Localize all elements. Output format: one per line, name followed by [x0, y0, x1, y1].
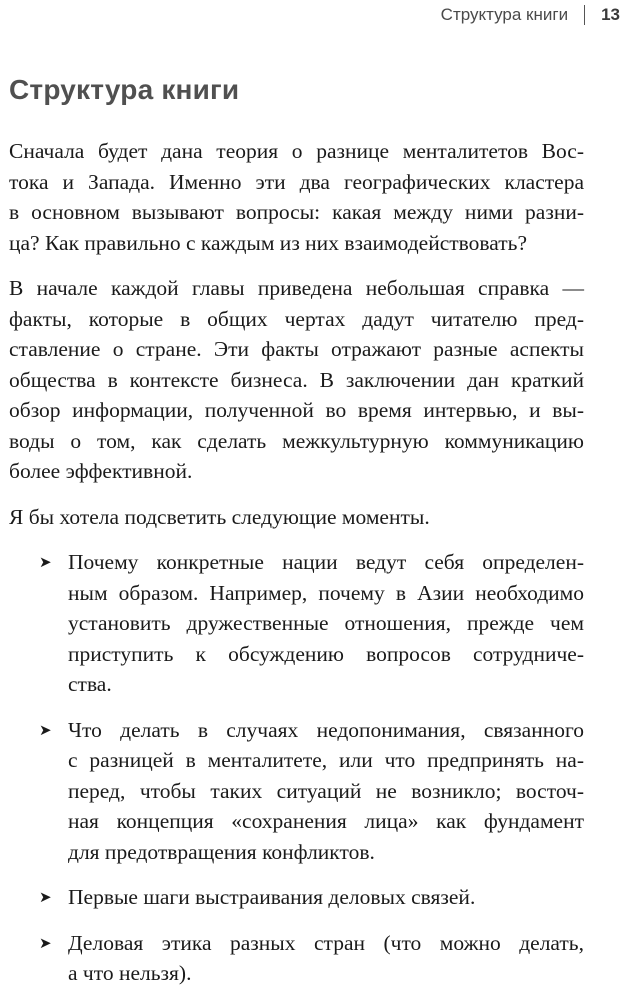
- text-line: для предотвращения конфликтов.: [68, 839, 375, 864]
- paragraph: [9, 136, 584, 258]
- text-line: ная концепция «сохранения лица» как фундамент: [68, 809, 584, 833]
- text-line: факты, которые в общих чертах дадут читателю пред-: [9, 306, 584, 331]
- text-line: Я бы хотела подсветить следующие моменты.: [9, 504, 430, 529]
- text-line: тока и Запада. Именно эти два географических кластера: [9, 169, 584, 194]
- section-title: Структура книги: [9, 74, 240, 105]
- text-line: Почему конкретные нации ведут себя определен-: [68, 550, 584, 574]
- arrowhead-bullet-icon: ➤: [39, 888, 52, 906]
- arrowhead-bullet-icon: ➤: [39, 553, 52, 571]
- list-item: [9, 547, 584, 700]
- text-line: Что делать в случаях недопонимания, связанного: [68, 717, 584, 742]
- bullet-list: [9, 547, 584, 989]
- paragraph-list: [9, 136, 584, 532]
- arrowhead-bullet-icon: ➤: [39, 720, 52, 739]
- text-line: приступить к обсуждению вопросов сотрудниче-: [68, 641, 584, 666]
- list-item: [9, 715, 584, 868]
- body-text: [9, 136, 584, 1004]
- paragraph: [9, 273, 584, 487]
- header-divider: [584, 5, 585, 25]
- text-line: общества в контексте бизнеса. В заключении дан краткий: [9, 367, 584, 392]
- text-line: перед, чтобы таких ситуаций не возникло; восточ-: [68, 778, 584, 803]
- text-line: ства.: [68, 672, 112, 696]
- text-line: Сначала будет дана теория о разнице менталитетов Вос-: [9, 139, 584, 163]
- text-line: установить дружественные отношения, прежде чем: [68, 611, 584, 635]
- text-line: Деловая этика разных стран (что можно делать,: [68, 930, 584, 955]
- text-line: ставление о стране. Эти факты отражают разные аспекты: [9, 337, 584, 361]
- text-line: ца? Как правильно с каждым из них взаимодействовать?: [9, 230, 528, 255]
- text-line: Первые шаги выстраивания деловых связей.: [68, 885, 476, 909]
- list-item: [9, 882, 584, 913]
- text-line: а что нельзя).: [68, 961, 192, 985]
- text-line: воды о том, как сделать межкультурную коммуникацию: [9, 428, 584, 453]
- page-number: 13: [601, 5, 620, 24]
- running-title: Структура книги: [440, 5, 569, 24]
- text-line: более эффективной.: [9, 459, 193, 483]
- text-line: обзор информации, полученной во время интервью, и вы-: [9, 398, 584, 422]
- text-line: ным образом. Например, почему в Азии необходимо: [68, 580, 584, 605]
- text-line: в основном вызывают вопросы: какая между ними разни-: [9, 200, 584, 224]
- paragraph: [9, 502, 584, 533]
- arrowhead-bullet-icon: ➤: [39, 933, 52, 952]
- running-header: [441, 0, 620, 30]
- text-line: В начале каждой главы приведена небольшая справка —: [9, 276, 584, 300]
- list-item: [9, 928, 584, 989]
- text-line: с разницей в менталитете, или что предпринять на-: [68, 748, 584, 772]
